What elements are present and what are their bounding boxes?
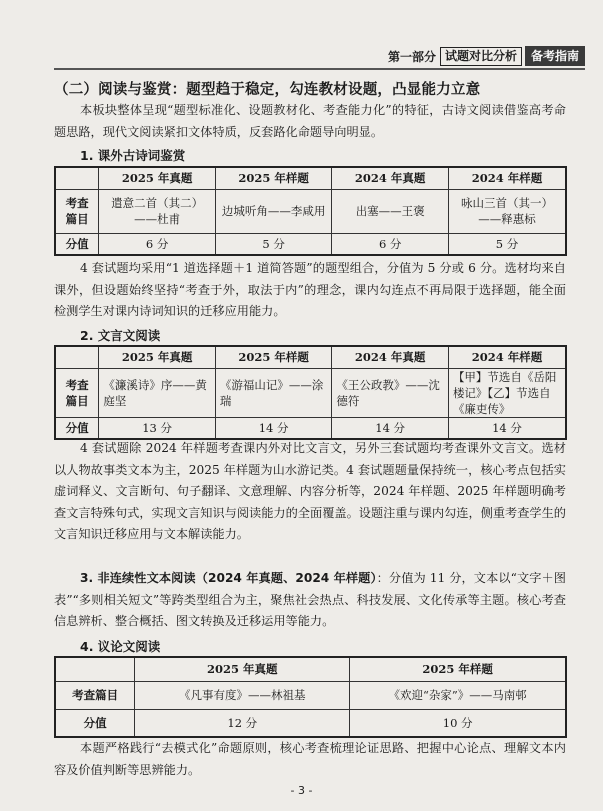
table-row	[55, 709, 566, 737]
table-cell: 遣意二首（其二）——杜甫	[99, 189, 216, 233]
row-label: 分值	[55, 709, 135, 737]
argument-note: 本题严格践行“去模式化”命题原则，核心考查梳理论证思路、把握中心论点、理解文本内容及价值判断等思辨能力。	[54, 741, 566, 777]
col-header: 2025 年真题	[135, 657, 350, 681]
table-cell: 14 分	[215, 417, 332, 439]
col-header: 2024 年样题	[448, 167, 566, 189]
table-cell: 5 分	[215, 233, 332, 255]
table-cell: 《凡事有度》——林祖基	[135, 681, 350, 709]
running-header	[384, 46, 585, 66]
col-header: 2025 年真题	[99, 346, 216, 368]
table-cell: 12 分	[135, 709, 350, 737]
table-cell: 10 分	[350, 709, 566, 737]
table-poetry	[54, 166, 567, 256]
table-row	[55, 233, 566, 255]
table-cell: 6 分	[99, 233, 216, 255]
table-cell: 6 分	[332, 233, 449, 255]
col-header: 2024 年样题	[448, 346, 566, 368]
table-classical	[54, 345, 567, 440]
subsection-title-1: 1. 课外古诗词鉴赏	[80, 148, 186, 163]
page-number: - 3 -	[290, 784, 313, 797]
table-cell: 《欢迎“杂家”》——马南邨	[350, 681, 566, 709]
row-label: 考查篇目	[55, 368, 99, 417]
col-header: 2025 年样题	[350, 657, 566, 681]
col-header: 2025 年样题	[215, 167, 332, 189]
nonfiction-paragraph	[54, 568, 566, 633]
table-cell: 《濂溪诗》序——黄庭坚	[99, 368, 216, 417]
row-label: 考查篇目	[55, 189, 99, 233]
subsection-title-3: 3. 非连续性文本阅读（2024 年真题、2024 年样题）	[80, 571, 377, 585]
header-rule	[54, 68, 585, 70]
table-row	[55, 368, 566, 417]
table-header-row	[55, 346, 566, 368]
table-cell: 《游福山记》——涂瑞	[215, 368, 332, 417]
table-cell: 《王公政教》——沈德符	[332, 368, 449, 417]
table-row	[55, 417, 566, 439]
table-argument	[54, 656, 567, 738]
col-header: 2024 年真题	[332, 167, 449, 189]
classical-note: 4 套试题除 2024 年样题考查课内外对比文言文，另外三套试题均考查课外文言文。选材以人物故事类文本为主，2025 年样题为山水游记类。4 套试题题量保持统一，核心考点包括实虚词释义、文言断句、句子翻译、文意理解、内容分析等，2024 年样题、2025 年样题明确考查文言特殊句式，实现文言知识与阅读能力的全面覆盖。设题注重与课内勾连，侧重考查学生的文言知识迁移应用与文本解读能力。	[54, 441, 566, 542]
section-title: （二）阅读与鉴赏：题型趋于稳定，勾连教材设题，凸显能力立意	[54, 82, 481, 98]
row-label: 考查篇目	[55, 681, 135, 709]
table-header-row	[55, 167, 566, 189]
table-cell: 5 分	[448, 233, 566, 255]
nonfiction-text: ：分值为 11 分，文本以“文字＋图表”“多则相关短文”等跨类型组合为主，聚焦社会热点、科技发展、文化传承等主题。核心考查信息辨析、整合概括、图文转换及迁移运用等能力。	[54, 571, 566, 629]
header-guide-tab: 备考指南	[525, 46, 585, 66]
table-row	[55, 189, 566, 233]
poetry-note: 4 套试题均采用“1 道选择题＋1 道简答题”的题型组合，分值为 5 分或 6 分。选材均来自课外，但设题始终坚持“考查于外，取法于内”的理念，课内勾连点不再局限于选择题，能全面检测学生对课内诗词知识的迁移应用能力。	[54, 261, 566, 319]
intro-paragraph: 本板块整体呈现“题型标准化、设题教材化、考查能力化”的特征，古诗文阅读借鉴高考命题思路，现代文阅读紧扣文体特质，反套路化命题导向明显。	[54, 103, 566, 139]
col-header: 2025 年样题	[215, 346, 332, 368]
table-cell: 14 分	[332, 417, 449, 439]
table-cell: 边城听角——李咸用	[215, 189, 332, 233]
table-cell: 【甲】节选自《岳阳楼记》【乙】节选自《廉吏传》	[448, 368, 566, 417]
table-cell: 13 分	[99, 417, 216, 439]
row-label: 分值	[55, 233, 99, 255]
header-part: 第一部分	[387, 49, 436, 64]
header-section-box: 试题对比分析	[440, 47, 522, 66]
table-cell: 咏山三首（其一）——释惠标	[448, 189, 566, 233]
subsection-title-4: 4. 议论文阅读	[80, 639, 161, 654]
col-header: 2025 年真题	[99, 167, 216, 189]
col-header: 2024 年真题	[332, 346, 449, 368]
subsection-title-2: 2. 文言文阅读	[80, 328, 161, 343]
table-cell: 14 分	[448, 417, 566, 439]
table-row	[55, 681, 566, 709]
row-label: 分值	[55, 417, 99, 439]
table-header-row	[55, 657, 566, 681]
table-cell: 出塞——王褒	[332, 189, 449, 233]
